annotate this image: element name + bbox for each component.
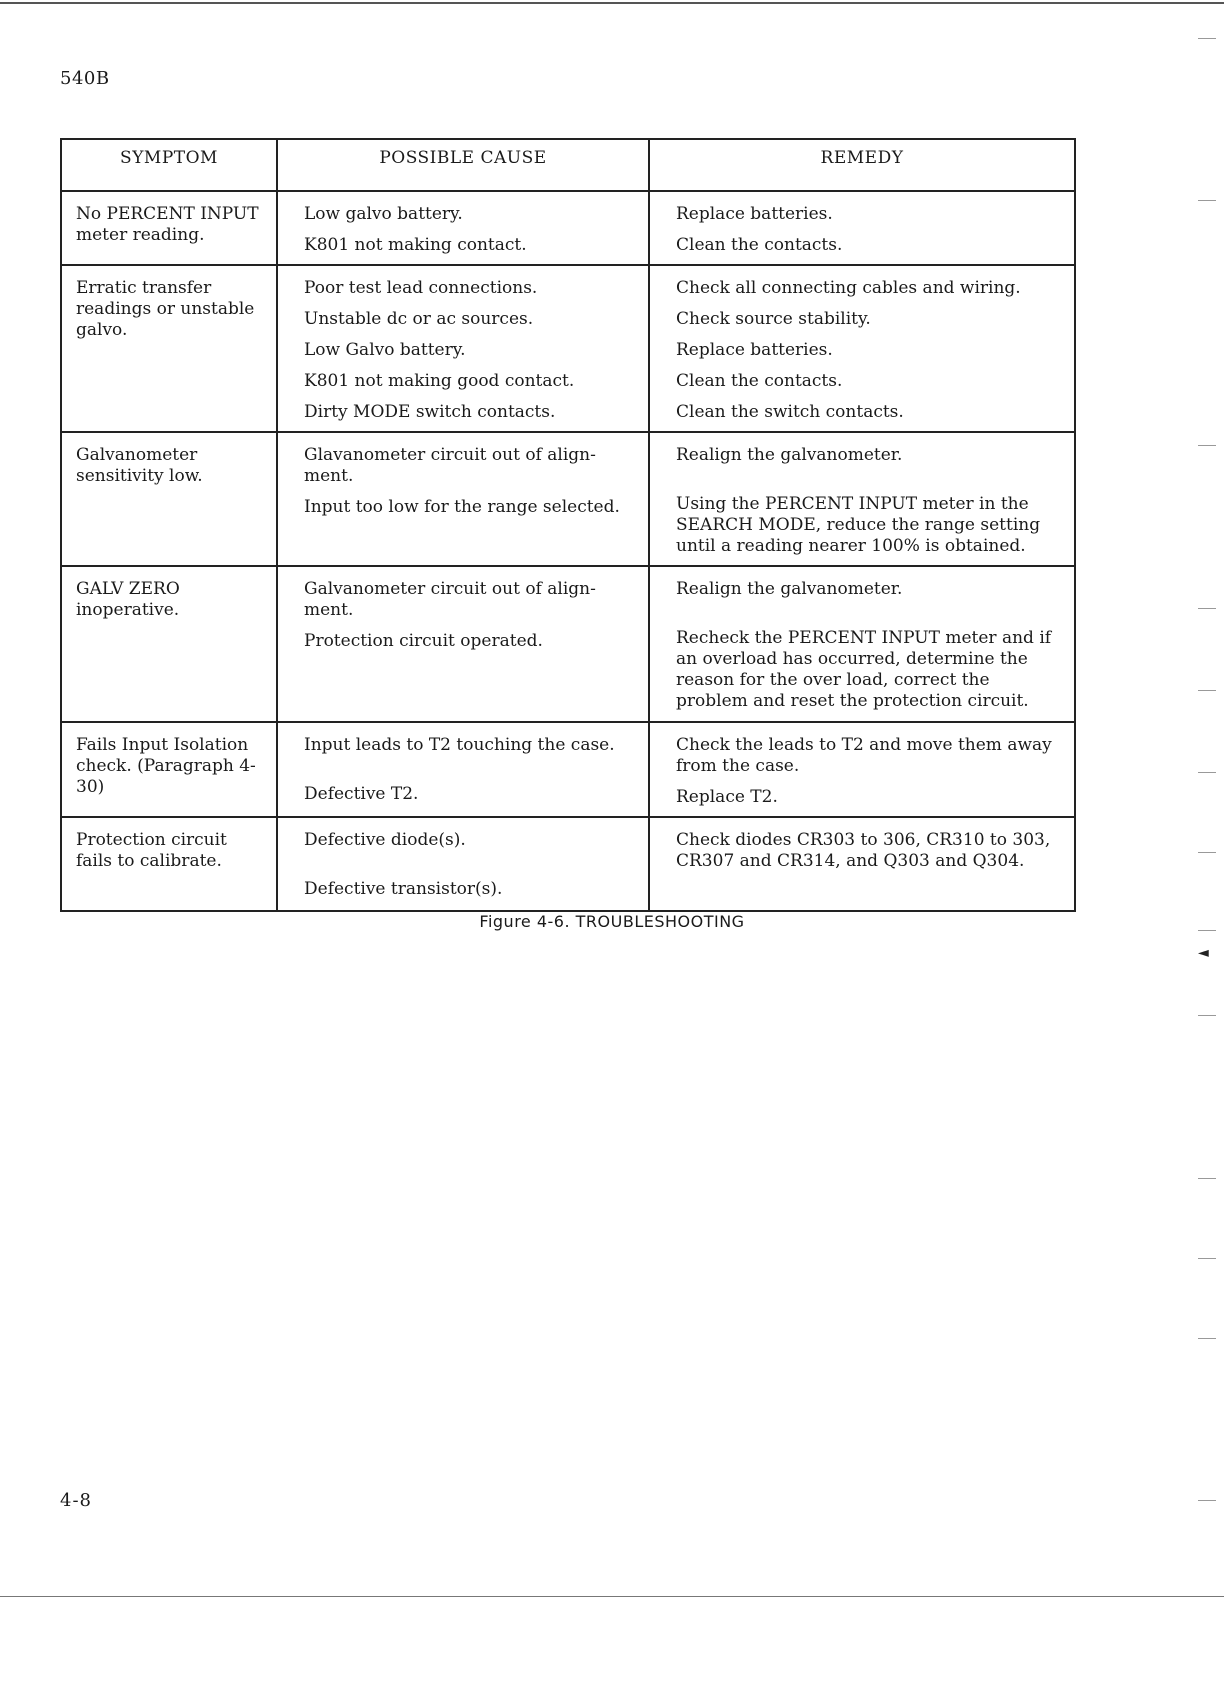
cause-cell — [277, 432, 649, 566]
remedy-item: Recheck the PERCENT INPUT meter and if an overload has occurred, determine the reason for the over load, correct the problem and reset the protection circuit. — [676, 628, 1052, 711]
cause-item: Protection circuit operated. — [304, 631, 543, 651]
remedy-item: Realign the galvanometer. — [676, 445, 903, 465]
remedy-item: Replace T2. — [676, 787, 778, 807]
table-row — [61, 265, 1075, 432]
cause-item: K801 not making good contact. — [304, 371, 575, 391]
margin-tick — [1198, 38, 1216, 39]
remedy-item: Check diodes CR303 to 306, CR310 to 303, CR307 and CR314, and Q303 and Q304. — [676, 830, 1051, 871]
page-number: 4-8 — [60, 1490, 92, 1511]
cause-item: Poor test lead connections. — [304, 278, 538, 298]
remedy-item: Check all connecting cables and wiring. — [676, 278, 1021, 298]
remedy-item: Replace batteries. — [676, 340, 833, 360]
remedy-item: Clean the switch contacts. — [676, 402, 904, 422]
symptom-cell: Fails Input Isolation check. (Paragraph 4-30) — [61, 722, 277, 817]
remedy-cell — [649, 566, 1075, 722]
model-number: 540B — [60, 68, 110, 89]
cause-item: Unstable dc or ac sources. — [304, 309, 534, 329]
cause-item: Defective T2. — [304, 784, 419, 804]
cause-item: Dirty MODE switch contacts. — [304, 402, 556, 422]
symptom-cell: Protection circuit fails to calibrate. — [61, 817, 277, 911]
remedy-item: Clean the contacts. — [676, 235, 843, 255]
remedy-item: Clean the contacts. — [676, 371, 843, 391]
margin-tick — [1198, 930, 1216, 931]
remedy-cell — [649, 432, 1075, 566]
cause-item: Low galvo battery. — [304, 204, 463, 224]
cause-item: Defective transistor(s). — [304, 879, 503, 899]
margin-tick — [1198, 772, 1216, 773]
remedy-cell — [649, 722, 1075, 817]
top-rule — [0, 2, 1224, 4]
table-row — [61, 566, 1075, 722]
cause-item: Defective diode(s). — [304, 830, 466, 850]
margin-tick — [1198, 200, 1216, 201]
table-row — [61, 817, 1075, 911]
table-header-row — [61, 139, 1075, 191]
symptom-cell: Galvanometer sensitivity low. — [61, 432, 277, 566]
symptom-cell: GALV ZERO inoperative. — [61, 566, 277, 722]
remedy-item: Realign the galvanometer. — [676, 579, 903, 599]
remedy-item: Using the PERCENT INPUT meter in the SEARCH MODE, reduce the range setting until a reading nearer 100% is obtained. — [676, 494, 1041, 556]
column-header-symptom: SYMPTOM — [61, 139, 277, 191]
cause-item: Glavanometer circuit out of align-ment. — [304, 445, 596, 486]
margin-tick — [1198, 852, 1216, 853]
cause-cell — [277, 566, 649, 722]
remedy-item: Check the leads to T2 and move them away from the case. — [676, 735, 1052, 776]
column-header-possible-cause: POSSIBLE CAUSE — [277, 139, 649, 191]
table-row — [61, 722, 1075, 817]
symptom-cell: Erratic transfer readings or unstable galvo. — [61, 265, 277, 432]
troubleshooting-table — [60, 138, 1076, 912]
margin-tick — [1198, 1258, 1216, 1259]
margin-tick — [1198, 690, 1216, 691]
remedy-cell — [649, 265, 1075, 432]
margin-tick — [1198, 608, 1216, 609]
cause-cell — [277, 265, 649, 432]
margin-arrow-icon: ◄ — [1198, 945, 1209, 961]
cause-item: Input leads to T2 touching the case. — [304, 735, 615, 755]
margin-tick — [1198, 1338, 1216, 1339]
margin-tick — [1198, 445, 1216, 446]
margin-tick — [1198, 1178, 1216, 1179]
cause-item: Low Galvo battery. — [304, 340, 466, 360]
figure-caption: Figure 4-6. TROUBLESHOOTING — [479, 912, 745, 931]
remedy-cell — [649, 817, 1075, 911]
cause-item: Input too low for the range selected. — [304, 497, 620, 517]
margin-tick — [1198, 1500, 1216, 1501]
cause-cell — [277, 817, 649, 911]
margin-tick — [1198, 1015, 1216, 1016]
table-row — [61, 191, 1075, 265]
remedy-cell — [649, 191, 1075, 265]
cause-item: Galvanometer circuit out of align-ment. — [304, 579, 596, 620]
remedy-item: Check source stability. — [676, 309, 871, 329]
cause-cell — [277, 722, 649, 817]
cause-cell — [277, 191, 649, 265]
remedy-item: Replace batteries. — [676, 204, 833, 224]
cause-item: K801 not making contact. — [304, 235, 527, 255]
table-row — [61, 432, 1075, 566]
column-header-remedy: REMEDY — [649, 139, 1075, 191]
bottom-rule — [0, 1596, 1224, 1597]
symptom-cell: No PERCENT INPUT meter reading. — [61, 191, 277, 265]
